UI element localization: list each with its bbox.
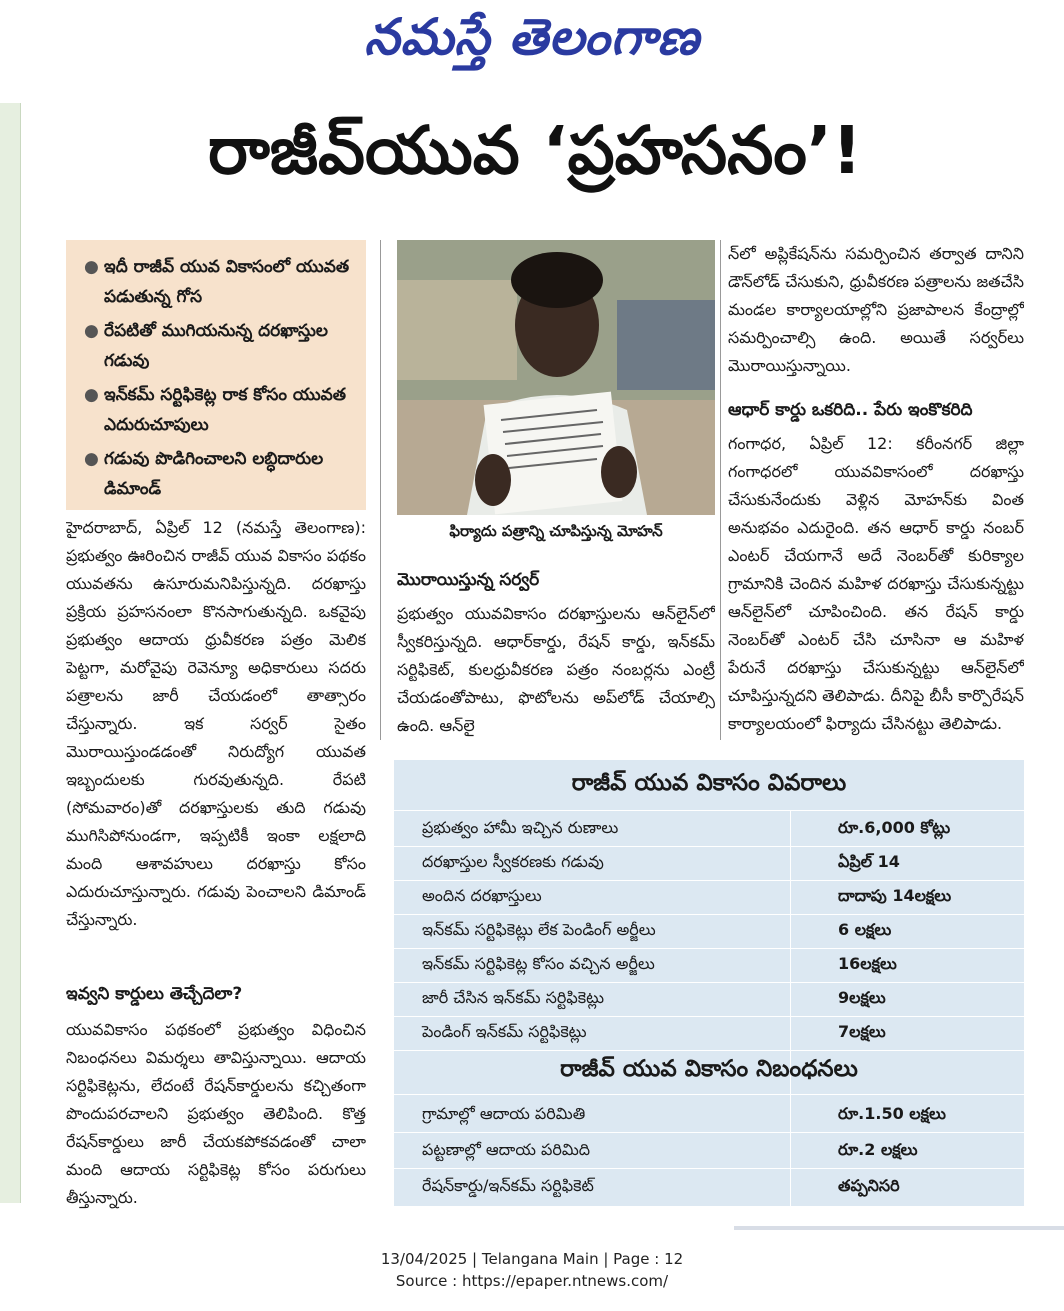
- table-row: గ్రామాల్లో ఆదాయ పరిమితి రూ.1.50 లక్షలు: [422, 1104, 946, 1123]
- table-row: ఇన్‌కమ్ సర్టిఫికెట్ల కోసం వచ్చిన అర్జీలు 16లక్షలు: [422, 954, 897, 973]
- table-row: జారీ చేసిన ఇన్‌కమ్ సర్టిఫికెట్లు 9లక్షలు: [422, 988, 886, 1007]
- table-title: రాజీవ్ యువ వికాసం వివరాలు: [571, 770, 847, 796]
- bullet-icon: ●: [84, 321, 99, 341]
- page-edge-strip: [734, 1226, 1064, 1230]
- footer-dateline: 13/04/2025 | Telangana Main | Page : 12: [380, 1250, 684, 1268]
- page-title: రాజీవ్‌యువ ‘ప్రహసనం’!: [207, 112, 863, 189]
- table-title: రాజీవ్ యువ వికాసం నిబంధనలు: [560, 1056, 858, 1082]
- table-rule: [394, 810, 1024, 811]
- highlight-item: ● ఇన్‌కమ్ సర్టిఫికెట్ల రాక కోసం యువత ఎదురుచూపులు: [80, 380, 352, 440]
- column-divider: [380, 240, 381, 740]
- masthead-logo: నమస్తే తెలంగాణ: [364, 8, 700, 66]
- bullet-icon: ●: [84, 449, 99, 469]
- section-subhead: ఇవ్వని కార్డులు తెచ్చేదెలా?: [66, 984, 243, 1004]
- article-paragraph: హైదరాబాద్, ఏప్రిల్ 12 (నమస్తే తెలంగాణ): ప్రభుత్వం ఊరించిన రాజీవ్ యువ వికాసం పథకం యువతను ఉసూరుమనిపిస్తున్నది. దరఖాస్తు ప్రక్రియ ప్రహసనంలా కొనసాగుతున్నది. ఒకవైపు ప్రభుత్వం ఆదాయ ధ్రువీకరణ పత్రం మెలిక పెట్టగా, మరోవైపు రెవెన్యూ అధికారులు సదరు పత్రాలను జారీ చేయడంలో తాత్సారం చేస్తున్నారు. ఇక సర్వర్ సైతం మొరాయిస్తుండడంతో నిరుద్యోగ యువత ఇబ్బందులకు గురవుతున్నది. రేపటి (సోమవారం)తో దరఖాస్తులకు తుది గడువు ముగిసిపోనుండగా, ఇప్పటికీ ఇంకా లక్షలాది మంది ఆశావహులు దరఖాస్తు కోసం ఎదురుచూస్తున్నారు. గడువు పెంచాలని డిమాండ్ చేస్తున్నారు.: [66, 518, 366, 929]
- article-paragraph: గంగాధర, ఏప్రిల్ 12: కరీంనగర్ జిల్లా గంగాధరలో యువవికాసంలో దరఖాస్తు చేసుకునేందుకు వెళ్లిన మోహన్‌కు వింత అనుభవం ఎదురైంది. తన ఆధార్ కార్డు నంబర్ ఎంటర్ చేయగానే అదే నెంబర్‌తో కురిక్యాల గ్రామానికి చెందిన మహిళ దరఖాస్తు చేసుకున్నట్టు ఆన్‌లైన్‌లో చూపించింది. తన రేషన్ కార్డు నెంబర్‌తో ఎంటర్ చేసి చూసినా ఆ మహిళ పేరునే దరఖాస్తు చేసుకున్నట్టు ఆన్‌లైన్‌లో చూపిస్తున్నదని తెలిపాడు. దీనిపై బీసీ కార్పొరేషన్ కార్యాలయంలో ఫిర్యాదు చేసినట్టు తెలిపాడు.: [728, 434, 1024, 733]
- adjacent-page-strip: [0, 103, 21, 1203]
- table-row: దరఖాస్తుల స్వీకరణకు గడువు ఏప్రిల్ 14: [422, 852, 900, 871]
- table-row: అందిన దరఖాస్తులు దాదాపు 14లక్షలు: [422, 886, 952, 905]
- article-paragraph: న్‌లో అప్లికేషన్‌ను సమర్పించిన తర్వాత దానిని డౌన్‌లోడ్ చేసుకుని, ధ్రువీకరణ పత్రాలను జతచేసి మండల కార్యాలయాల్లోని ప్రజాపాలన కేంద్రాల్లో సమర్పించాల్సి ఉంది. అయితే సర్వర్‌లు మొరాయిస్తున్నాయి.: [728, 244, 1024, 375]
- table-rule: [394, 1094, 1024, 1095]
- photo-caption: ఫిర్యాదు పత్రాన్ని చూపిస్తున్న మోహన్: [449, 522, 663, 540]
- section-subhead: మొరాయిస్తున్న సర్వర్: [397, 570, 540, 590]
- table-rule: [394, 1132, 1024, 1133]
- column-divider: [720, 240, 721, 740]
- highlight-item: ● రేపటితో ముగియనున్న దరఖాస్తుల గడువు: [80, 316, 352, 376]
- table-row: పట్టణాల్లో ఆదాయ పరిమిది రూ.2 లక్షలు: [422, 1140, 918, 1159]
- highlights-box: [66, 240, 366, 510]
- section-subhead: ఆధార్ కార్డు ఒకరిది.. పేరు ఇంకొకరిది: [728, 400, 973, 420]
- footer-source: Source : https://epaper.ntnews.com/: [395, 1272, 669, 1290]
- bullet-icon: ●: [84, 385, 99, 405]
- highlight-item: ● గడువు పొడిగించాలని లబ్ధిదారుల డిమాండ్: [80, 444, 352, 504]
- table-row: రేషన్‌కార్డు/ఇన్‌కమ్ సర్టిఫికెట్ తప్పనిసరి: [422, 1176, 900, 1195]
- table-row: ప్రభుత్వం హామీ ఇచ్చిన రుణాలు రూ.6,000 కోట్లు: [422, 818, 951, 837]
- photo-illustration: [397, 240, 715, 515]
- details-table: [394, 760, 1024, 1206]
- table-row: ఇన్‌కమ్ సర్టిఫికెట్లు లేక పెండింగ్ అర్జీలు 6 లక్షలు: [422, 920, 892, 939]
- table-row: పెండింగ్ ఇన్‌కమ్ సర్టిఫికెట్లు 7లక్షలు: [422, 1022, 886, 1041]
- article-paragraph: ప్రభుత్వం యువవికాసం దరఖాస్తులను ఆన్‌లైన్‌లో స్వీకరిస్తున్నది. ఆధార్‌కార్డు, రేషన్ కార్డు, ఇన్‌కమ్ సర్టిఫికెట్, కులధ్రువీకరణ పత్రం నంబర్లను ఎంట్రీ చేయడంతోపాటు, ఫొటోలను అప్‌లోడ్ చేయాల్సి ఉంది. ఆన్‌లై: [397, 604, 715, 735]
- highlight-item: ● ఇదీ రాజీవ్ యువ వికాసంలో యువత పడుతున్న గోస: [80, 252, 352, 312]
- article-paragraph: యువవికాసం పథకంలో ప్రభుత్వం విధించిన నిబంధనలు విమర్శలు తావిస్తున్నాయి. ఆదాయ సర్టిఫికెట్లను, లేదంటే రేషన్‌కార్డులను కచ్చితంగా పొందుపరచాలని ప్రభుత్వం తెలిపింది. కొత్త రేషన్‌కార్డులు జారీ చేయకపోకవడంతో చాలా మంది ఆదాయ సర్టిఫికెట్ల కోసం పరుగులు తీస్తున్నారు.: [66, 1020, 366, 1207]
- table-rule: [394, 1168, 1024, 1169]
- news-photo: [397, 240, 715, 515]
- bullet-icon: ●: [84, 257, 99, 277]
